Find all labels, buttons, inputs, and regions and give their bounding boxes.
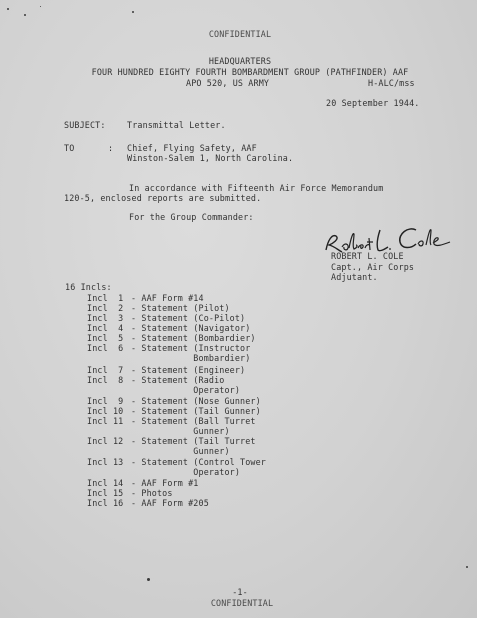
enclosure-description: - Statement (Nose Gunner) [131, 396, 261, 406]
enclosure-description: - Statement (Pilot) [131, 303, 230, 313]
enclosure-number: Incl 11 [87, 416, 124, 426]
org-address-line: APO 520, US ARMY [186, 78, 270, 88]
dust-speck [7, 8, 9, 10]
dust-speck [132, 11, 134, 13]
enclosure-number: Incl 9 [87, 396, 124, 406]
enclosure-description: - AAF Form #1 [131, 478, 199, 488]
enclosure-description: - Statement (Instructor [131, 343, 251, 353]
for-commander-line: For the Group Commander: [129, 212, 254, 222]
classification-bottom: CONFIDENTIAL [210, 598, 274, 608]
enclosure-number: Incl 10 [87, 406, 124, 416]
page-number: -1- [232, 587, 248, 597]
signer-rank: Capt., Air Corps [331, 262, 415, 272]
enclosure-number: Incl 6 [87, 343, 124, 353]
enclosure-number: Incl 12 [87, 436, 124, 446]
enclosure-description-continued: Operator) [131, 467, 241, 477]
enclosure-description-continued: Gunner) [131, 426, 230, 436]
enclosure-description: - Statement (Engineer) [131, 365, 246, 375]
enclosure-number: Incl 3 [87, 313, 124, 323]
enclosure-description: - Statement (Radio [131, 375, 225, 385]
enclosure-description: - Statement (Ball Turret [131, 416, 256, 426]
reference-code: H-ALC/mss [368, 78, 415, 88]
enclosure-number: Incl 2 [87, 303, 124, 313]
signer-name: ROBERT L. COLE [331, 251, 404, 261]
dust-speck [466, 566, 468, 568]
enclosure-description-continued: Gunner) [131, 446, 230, 456]
enclosure-number: Incl 5 [87, 333, 124, 343]
enclosure-description: - Statement (Tail Gunner) [131, 406, 261, 416]
enclosure-description: - Photos [131, 488, 173, 498]
body-line-1: In accordance with Fifteenth Air Force Memorandum [129, 183, 384, 193]
enclosure-description: - AAF Form #14 [131, 293, 204, 303]
to-colon: : [108, 143, 114, 153]
enclosure-number: Incl 14 [87, 478, 124, 488]
enclosure-description: - AAF Form #205 [131, 498, 209, 508]
enclosure-description: - Statement (Bombardier) [131, 333, 256, 343]
enclosure-description: - Statement (Tail Turret [131, 436, 256, 446]
to-label: TO [64, 143, 75, 153]
signer-title: Adjutant. [331, 272, 378, 282]
dust-speck [40, 6, 41, 7]
enclosure-number: Incl 16 [87, 498, 124, 508]
enclosure-number: Incl 13 [87, 457, 124, 467]
enclosure-description-continued: Operator) [131, 385, 241, 395]
subject-text: Transmittal Letter. [127, 120, 226, 130]
letter-date: 20 September 1944. [326, 98, 420, 108]
enclosure-number: Incl 1 [87, 293, 124, 303]
enclosure-number: Incl 7 [87, 365, 124, 375]
enclosure-number: Incl 4 [87, 323, 124, 333]
enclosure-number: Incl 8 [87, 375, 124, 385]
enclosure-description: - Statement (Co-Pilot) [131, 313, 246, 323]
enclosure-description: - Statement (Control Tower [131, 457, 266, 467]
classification-top: CONFIDENTIAL [208, 29, 272, 39]
dust-speck [147, 578, 150, 581]
org-unit-line: FOUR HUNDRED EIGHTY FOURTH BOMBARDMENT GROUP (PATHFINDER) AAF [91, 67, 409, 77]
org-heading: HEADQUARTERS [208, 56, 272, 66]
dust-speck [24, 14, 26, 16]
subject-label: SUBJECT: [64, 120, 106, 130]
enclosure-number: Incl 15 [87, 488, 124, 498]
enclosure-description-continued: Bombardier) [131, 353, 251, 363]
enclosures-header: 16 Incls: [65, 282, 112, 292]
to-line-2: Winston-Salem 1, North Carolina. [127, 153, 294, 163]
body-line-2: 120-5, enclosed reports are submitted. [64, 193, 262, 203]
enclosure-description: - Statement (Navigator) [131, 323, 251, 333]
to-line-1: Chief, Flying Safety, AAF [127, 143, 257, 153]
